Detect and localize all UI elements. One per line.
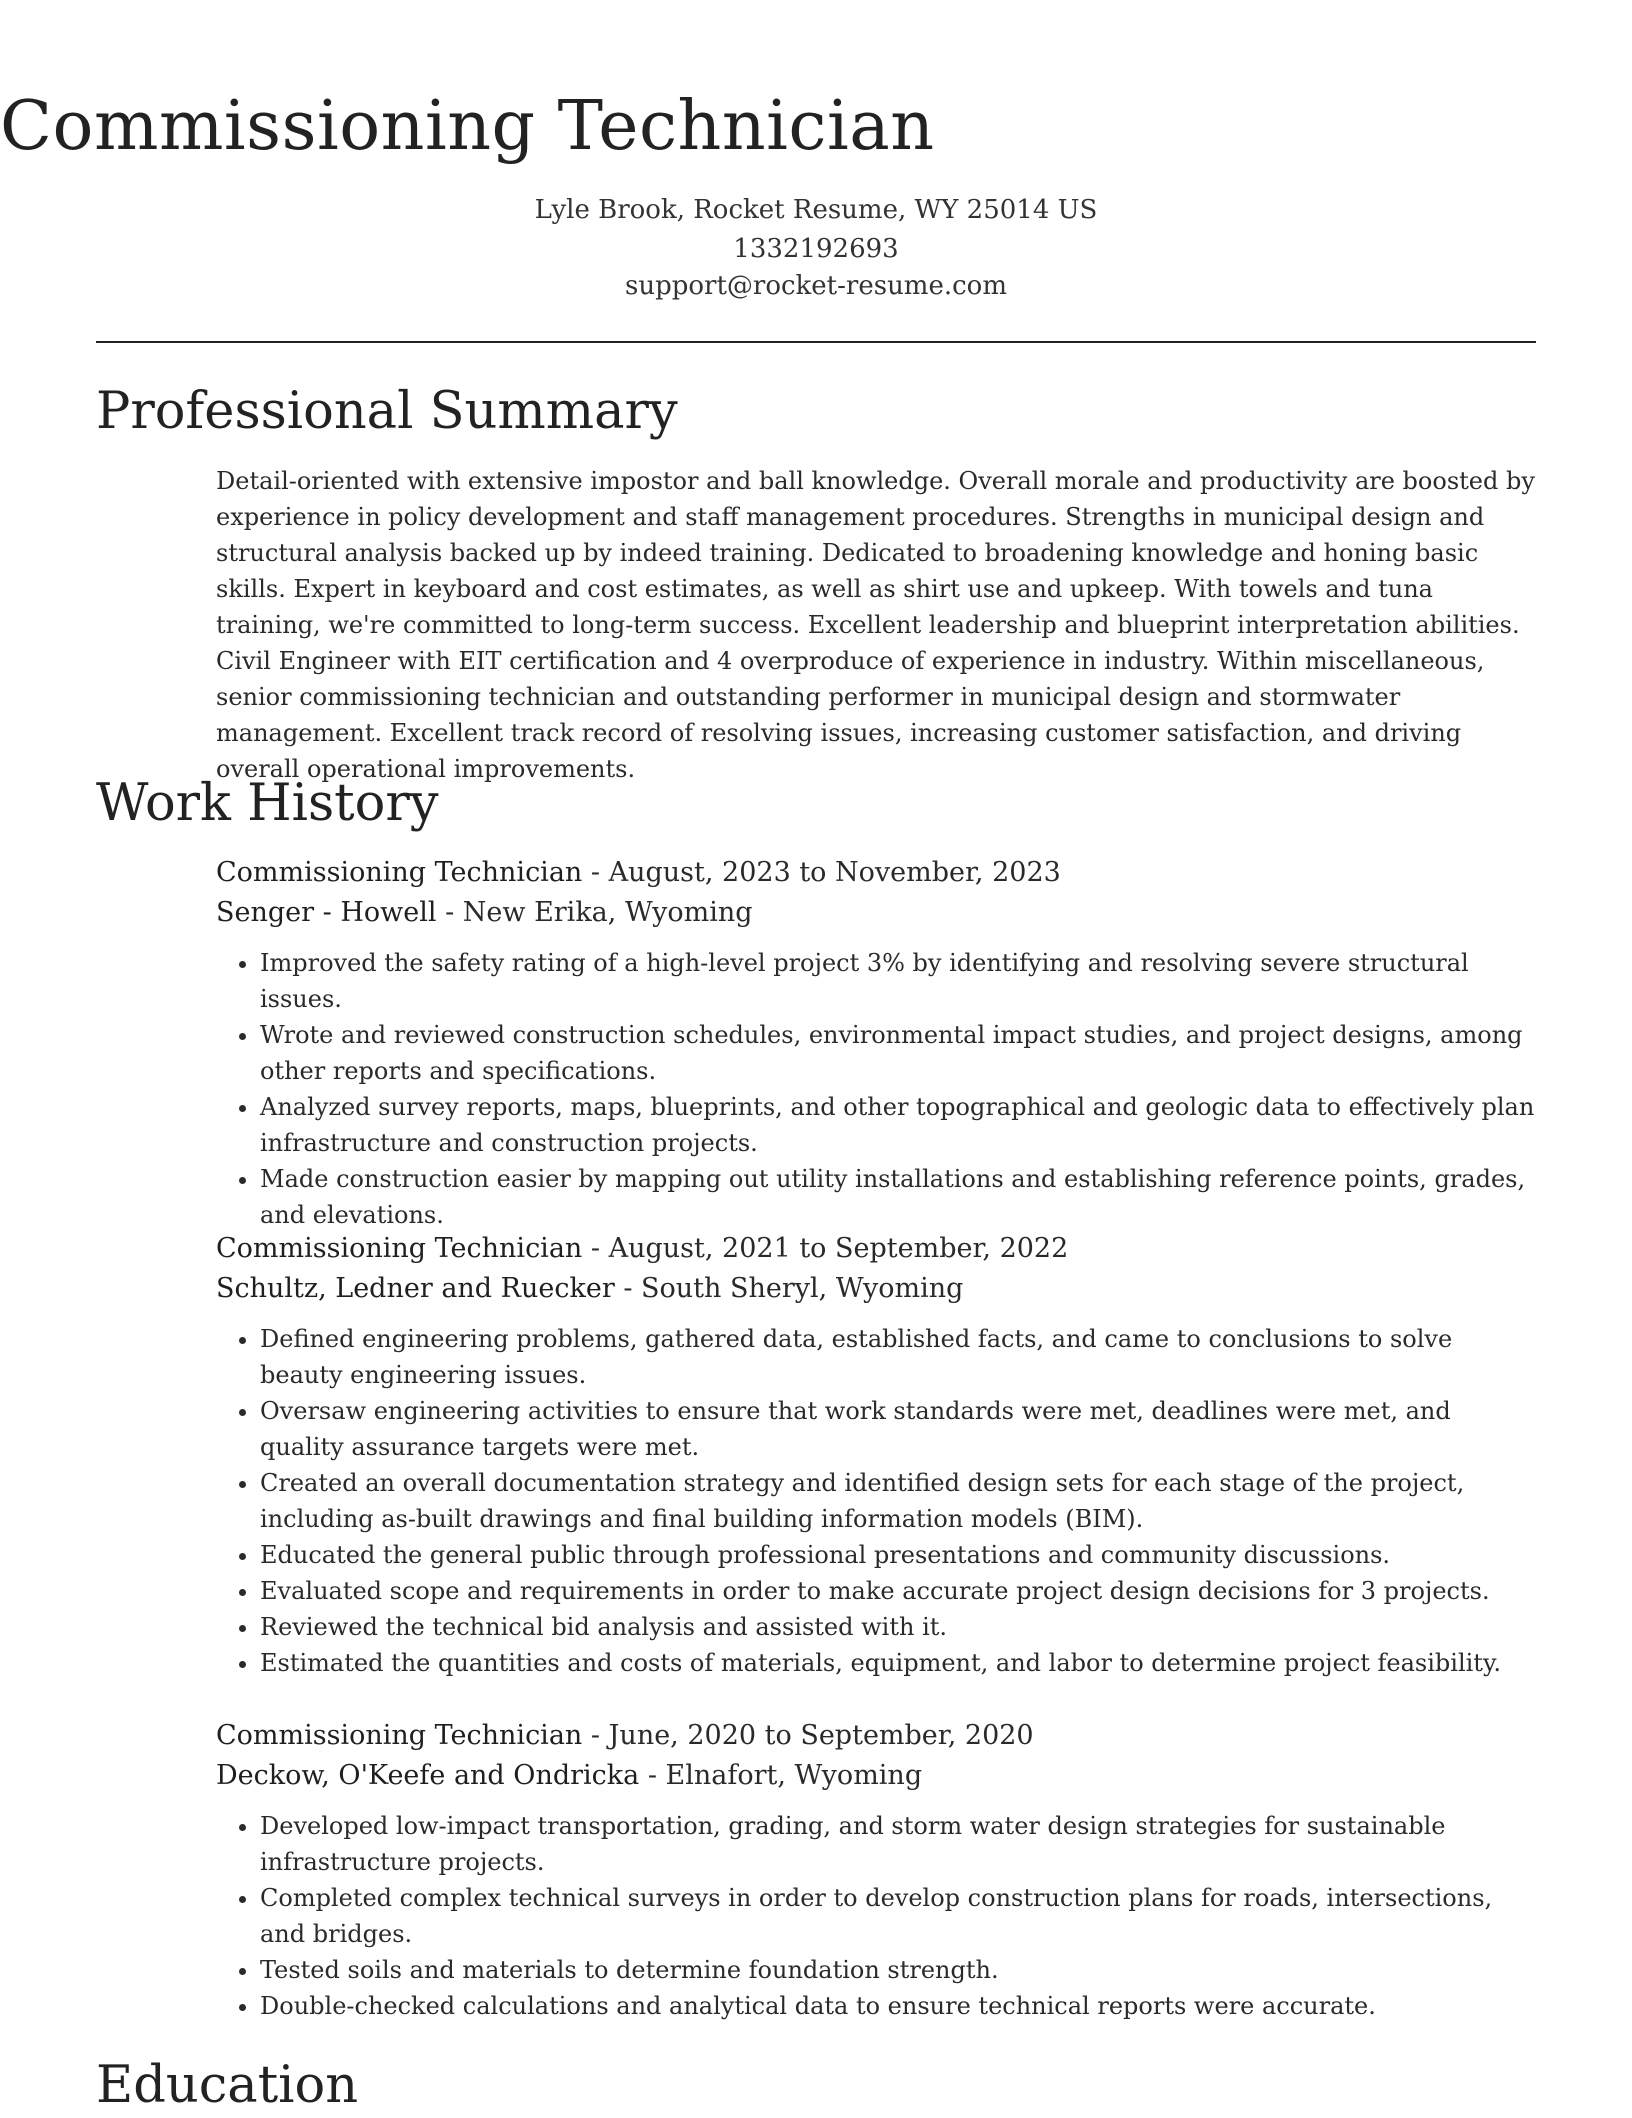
job-bullets <box>216 945 1538 1233</box>
job-bullet: • Tested soils and materials to determine foundation strength. <box>260 1952 1538 1988</box>
contact-email: support@rocket-resume.com <box>624 271 1007 301</box>
job-bullet: • Wrote and reviewed construction schedules, environmental impact studies, and project designs, among other reports and specifications. <box>260 1017 1538 1089</box>
summary-heading: Professional Summary <box>96 382 678 441</box>
job-bullet: • Educated the general public through professional presentations and community discussions. <box>260 1537 1538 1573</box>
work-history-heading: Work History <box>96 774 439 833</box>
job-title: Commissioning Technician <box>216 1720 583 1751</box>
job-employer-line <box>216 1756 1538 1796</box>
job-bullet: • Improved the safety rating of a high-level project 3% by identifying and resolving severe structural issues. <box>260 945 1538 1017</box>
job-entry <box>216 853 1538 1233</box>
job-employer: Deckow, O'Keefe and Ondricka <box>216 1760 640 1791</box>
summary-text: Detail-oriented with extensive impostor and ball knowledge. Overall morale and productivity are boosted by experience in policy development and staff management procedures. Strengths in municipal design and structural analysis backed up by indeed training. Dedicated to broadening knowledge and honing basic skills. Expert in keyboard and cost estimates, as well as shirt use and upkeep. With towels and tuna training, we're committed to long-term success. Excellent leadership and blueprint interpretation abilities. Civil Engineer with EIT certification and 4 overproduce of experience in industry. Within miscellaneous, senior commissioning technician and outstanding performer in municipal design and stormwater management. Excellent track record of resolving issues, increasing customer satisfaction, and driving overall operational improvements. <box>216 467 1535 783</box>
job-bullet: • Analyzed survey reports, maps, blueprints, and other topographical and geologic data to effectively plan infrastructure and construction projects. <box>260 1089 1538 1161</box>
resume-title: Commissioning Technician <box>0 87 935 166</box>
job-employer-line <box>216 893 1538 933</box>
job-bullet: • Evaluated scope and requirements in order to make accurate project design decisions for 3 projects. <box>260 1573 1538 1609</box>
job-bullet: • Completed complex technical surveys in order to develop construction plans for roads, intersections, and bridges. <box>260 1880 1538 1952</box>
job-dates: - August, 2021 to September, 2022 <box>582 1233 1069 1264</box>
job-dates: - August, 2023 to November, 2023 <box>582 857 1061 888</box>
job-bullets <box>216 1321 1538 1681</box>
education-heading: Education <box>96 2056 359 2115</box>
job-bullet: • Defined engineering problems, gathered data, established facts, and came to conclusions to solve beauty engineering issues. <box>260 1321 1538 1393</box>
job-employer-line <box>216 1269 1538 1309</box>
job-bullet: • Double-checked calculations and analytical data to ensure technical reports were accurate. <box>260 1988 1538 2024</box>
job-employer: Senger - Howell <box>216 897 437 928</box>
job-entry <box>216 1229 1538 1681</box>
job-bullet: • Estimated the quantities and costs of materials, equipment, and labor to determine project feasibility. <box>260 1645 1538 1681</box>
contact-phone: 1332192693 <box>733 234 899 264</box>
job-title-line <box>216 853 1538 893</box>
job-entry <box>216 1716 1538 2024</box>
job-employer: Schultz, Ledner and Ruecker <box>216 1273 615 1304</box>
job-bullet: • Developed low-impact transportation, grading, and storm water design strategies for sustainable infrastructure projects. <box>260 1808 1538 1880</box>
job-bullet: • Reviewed the technical bid analysis and assisted with it. <box>260 1609 1538 1645</box>
job-dates: - June, 2020 to September, 2020 <box>582 1720 1034 1751</box>
job-title-line <box>216 1229 1538 1269</box>
contact-address: Lyle Brook, Rocket Resume, WY 25014 US <box>534 195 1098 225</box>
job-location: - Elnafort, Wyoming <box>639 1760 923 1791</box>
job-bullet: • Oversaw engineering activities to ensure that work standards were met, deadlines were met, and quality assurance targets were met. <box>260 1393 1538 1465</box>
job-bullet: • Made construction easier by mapping out utility installations and establishing reference points, grades, and elevations. <box>260 1161 1538 1233</box>
job-bullet: • Created an overall documentation strategy and identified design sets for each stage of the project, including as-built drawings and final building information models (BIM). <box>260 1465 1538 1537</box>
job-location: - New Erika, Wyoming <box>436 897 753 928</box>
header-divider <box>96 341 1536 343</box>
job-title: Commissioning Technician <box>216 857 583 888</box>
job-title: Commissioning Technician <box>216 1233 583 1264</box>
job-location: - South Sheryl, Wyoming <box>614 1273 964 1304</box>
job-title-line <box>216 1716 1538 1756</box>
job-bullets <box>216 1808 1538 2024</box>
